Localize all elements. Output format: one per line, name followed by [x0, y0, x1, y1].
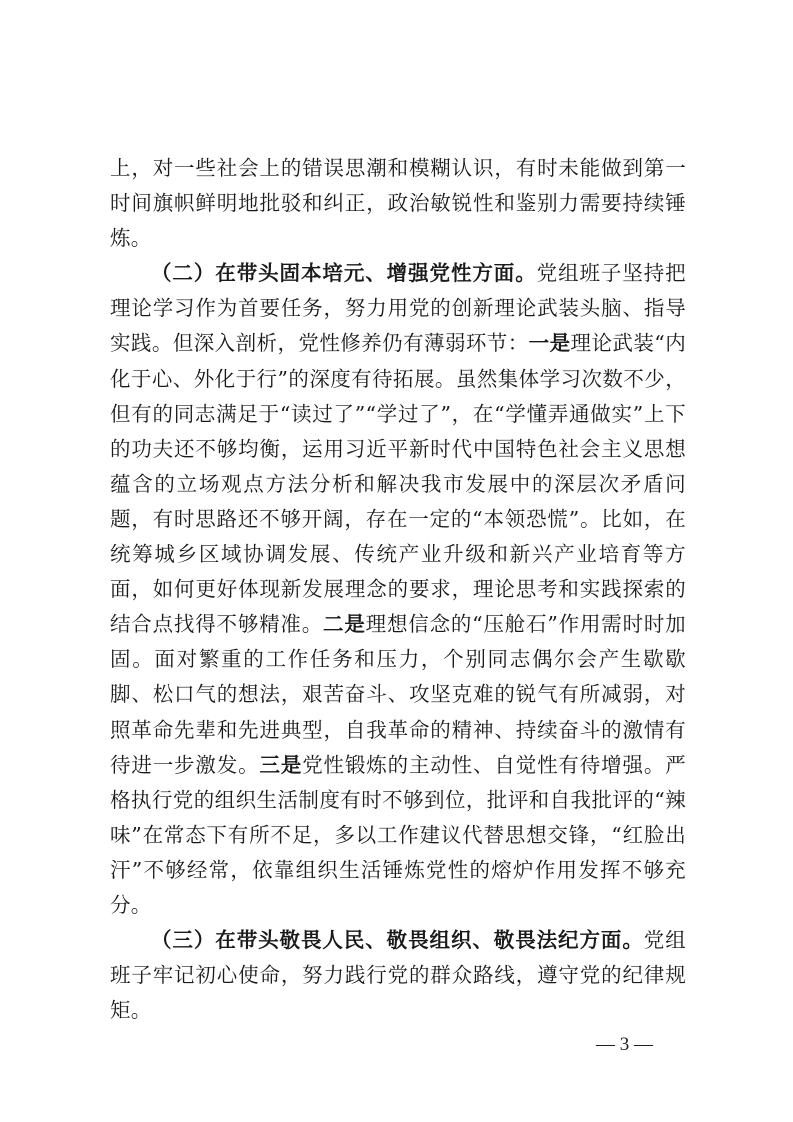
enumeration-lead: 一是 — [528, 331, 571, 356]
page-number: — 3 — — [596, 1034, 653, 1055]
section-heading: （三）在带头敬畏人民、敬畏组织、敬畏法纪方面。 — [151, 928, 644, 953]
paragraph-text: 党性锻炼的主动性、自觉性有待增强。严格执行党的组织生活制度有时不够到位，批评和自我批评的“辣味”在常态下有所不足，多以工作建议代替思想交锋，“红脸出汗”不够经常，依靠组织生活锤炼党性的熔炉作用发挥不够充分。 — [110, 752, 687, 917]
paragraph-section-three — [110, 923, 686, 1028]
document-body — [110, 151, 686, 1028]
paragraph-text: 理论武装“内化于心、外化于行”的深度有待拓展。虽然集体学习次数不少，但有的同志满足于“读过了”“学过了”，在“学懂弄通做实”上下的功夫还不够均衡，运用习近平新时代中国特色社会主义思想蕴含的立场观点方法分析和解决我市发展中的深层次矛盾问题，有时思路还不够开阔，存在一定的“本领恐慌”。比如，在统筹城乡区域协调发展、传统产业升级和新兴产业培育等方面，如何更好体现新发展理念的要求，理论思考和实践探索的结合点找得不够精准。 — [110, 331, 686, 637]
paragraph-text: 上，对一些社会上的错误思潮和模糊认识，有时未能做到第一时间旗帜鲜明地批驳和纠正，政治敏锐性和鉴别力需要持续锤炼。 — [110, 156, 686, 251]
enumeration-lead: 二是 — [323, 612, 366, 637]
enumeration-lead: 三是 — [259, 752, 303, 777]
paragraph-text: 党组班子牢记初心使命，努力践行党的群众路线，遵守党的纪律规矩。 — [110, 928, 686, 1023]
paragraph-continuation — [110, 151, 686, 256]
paragraph-text: 党组班子坚持把理论学习作为首要任务，努力用党的创新理论武装头脑、指导实践。但深入剖析，党性修养仍有薄弱环节： — [110, 261, 686, 356]
paragraph-section-two — [110, 256, 686, 923]
section-heading: （二）在带头固本培元、增强党性方面。 — [151, 261, 537, 286]
paragraph-text: 理想信念的“压舱石”作用需时时加固。面对繁重的工作任务和压力，个别同志偶尔会产生歇歇脚、松口气的想法，艰苦奋斗、攻坚克难的锐气有所减弱，对照革命先辈和先进典型，自我革命的精神、持续奋斗的激情有待进一步激发。 — [110, 612, 686, 777]
